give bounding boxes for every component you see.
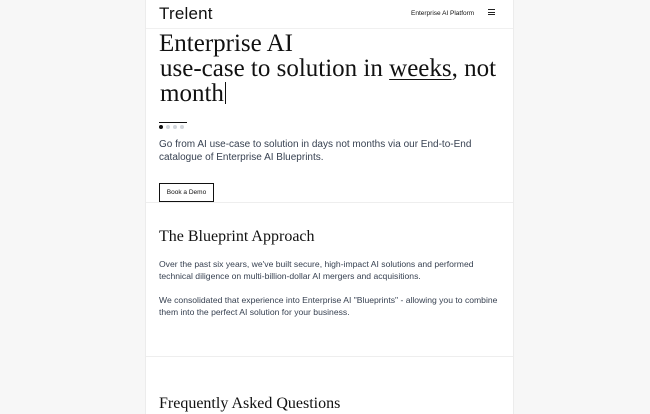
- carousel-progress-bar: [159, 122, 187, 123]
- blueprint-paragraph-2: We consolidated that experience into Enterprise AI "Blueprints" - allowing you to combine them into the perfect AI solution for your business.: [159, 295, 498, 317]
- typing-cursor: [225, 82, 226, 104]
- carousel-dot-4[interactable]: [180, 125, 184, 129]
- section-divider: [146, 202, 513, 203]
- carousel-dot-1[interactable]: [159, 125, 163, 129]
- site-header: [146, 0, 513, 29]
- hero-title-line3: [159, 81, 509, 106]
- page-container: [145, 0, 514, 414]
- logo[interactable]: Trelent: [159, 4, 213, 23]
- section-divider-2: [146, 356, 513, 357]
- hero-title-suffix: , not: [451, 55, 497, 82]
- carousel-dot-2[interactable]: [166, 125, 170, 129]
- book-demo-button[interactable]: Book a Demo: [159, 183, 214, 202]
- blueprint-paragraph-1: Over the past six years, we've built secure, high-impact AI solutions and performed technical diligence on multi-billion-dollar AI mergers and acquisitions.: [159, 259, 474, 281]
- blueprint-section-title: The Blueprint Approach: [159, 228, 315, 245]
- hero-title-emphasis: weeks: [389, 55, 452, 82]
- hero-title-typed: month: [160, 80, 224, 107]
- hero-title-line1: Enterprise AI: [159, 30, 293, 57]
- hero-subtitle: Go from AI use-case to solution in days not months via our End-to-End catalogue of Enterprise AI Blueprints.: [159, 139, 472, 163]
- faq-section-title: Frequently Asked Questions: [159, 395, 341, 412]
- hamburger-icon[interactable]: [488, 9, 495, 17]
- hero-title-prefix: use-case to solution in: [160, 55, 390, 82]
- carousel-dot-3[interactable]: [173, 125, 177, 129]
- hero-title: [159, 31, 509, 106]
- nav-link-enterprise-ai-platform[interactable]: Enterprise AI Platform: [411, 10, 475, 17]
- hero-title-line2: [159, 56, 509, 81]
